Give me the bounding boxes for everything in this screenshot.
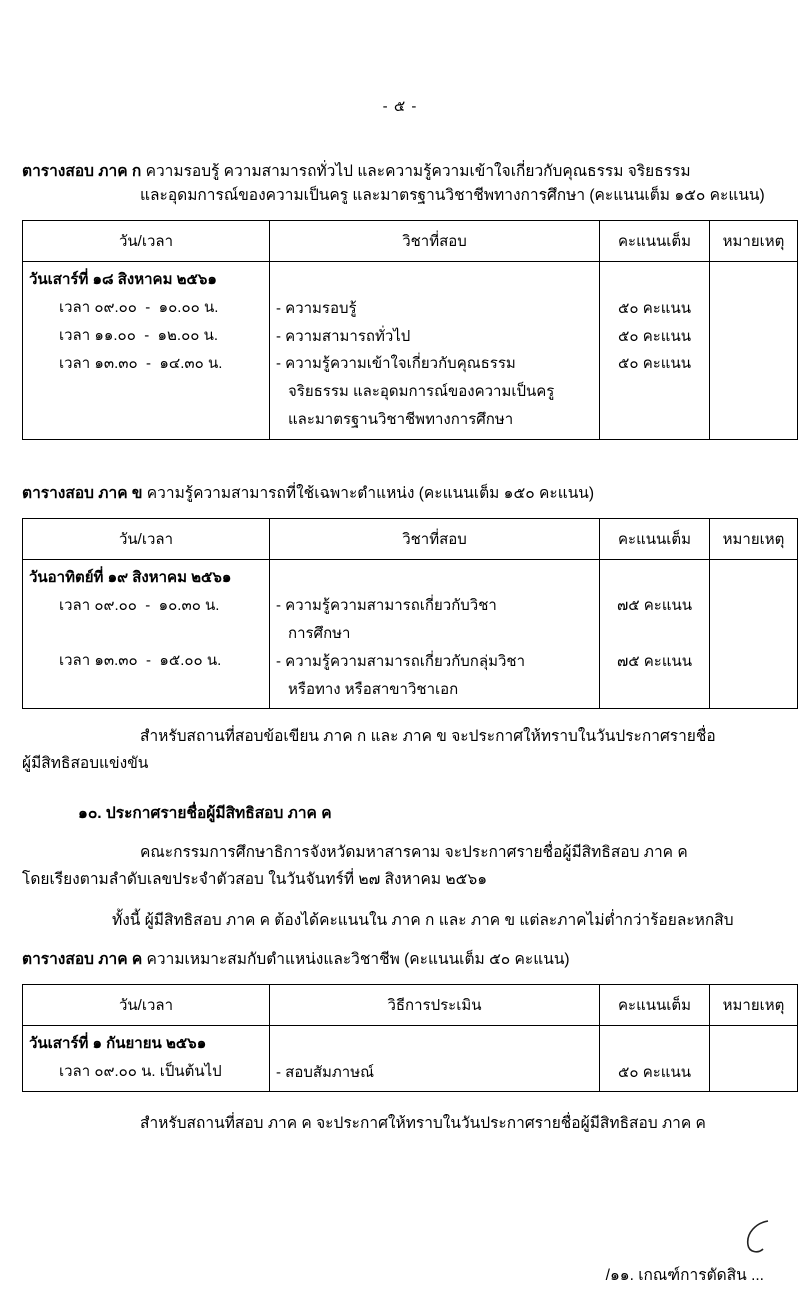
exam-time-3: เวลา ๑๓.๓๐ - ๑๔.๓๐ น. (59, 354, 223, 372)
cell-remark (710, 1025, 798, 1092)
section-c-heading-bold: ตารางสอบ ภาค ค (22, 950, 143, 968)
table-row (23, 1025, 798, 1092)
exam-table-part-b (22, 518, 798, 710)
score-spacer-2 (606, 620, 703, 648)
cell-scores (600, 1025, 710, 1092)
item-10-paragraph-1 (22, 839, 778, 866)
exam-method: - สอบสัมภาษณ์ (276, 1063, 375, 1081)
page-number: - ๕ - (382, 98, 418, 115)
column-header-daytime: วัน/เวลา (23, 221, 270, 262)
cell-subjects (270, 262, 600, 440)
paragraph-after-part-b-line1: สำหรับสถานที่สอบข้อเขียน ภาค ก และ ภาค ข จะประกาศให้ทราบในวันประกาศรายชื่อ (140, 728, 716, 746)
exam-score-1: ๕๐ คะแนน (618, 299, 691, 317)
item-10-paragraph-1-cont-wrap (22, 866, 778, 893)
item-10-paragraph-2-text: ทั้งนี้ ผู้มีสิทธิสอบ ภาค ค ต้องได้คะแนนใน ภาค ก และ ภาค ข แต่ละภาคไม่ต่ำกว่าร้อยละหกสิบ (112, 911, 734, 929)
table-header-row (23, 221, 798, 262)
exam-table-part-c (22, 984, 798, 1093)
column-header-remark: หมายเหตุ (710, 221, 798, 262)
time-spacer (29, 619, 263, 647)
exam-time-1: เวลา ๐๙.๐๐ - ๑๐.๓๐ น. (59, 596, 220, 614)
exam-date: วันอาทิตย์ที่ ๑๙ สิงหาคม ๒๕๖๑ (29, 568, 232, 586)
cell-remark (710, 262, 798, 440)
exam-score-2: ๗๕ คะแนน (616, 652, 693, 670)
exam-subject-1: - ความรู้ความสามารถเกี่ยวกับวิชา (276, 597, 497, 615)
exam-subject-1: - ความรอบรู้ (276, 299, 357, 317)
column-header-daytime: วัน/เวลา (23, 984, 270, 1025)
column-header-daytime: วัน/เวลา (23, 518, 270, 559)
continuation-marker: /๑๑. เกณฑ์การตัดสิน ... (605, 1267, 764, 1284)
cell-daytime (23, 262, 270, 440)
cell-daytime (23, 559, 270, 709)
column-header-fullscore: คะแนนเต็ม (600, 221, 710, 262)
table-header-row (23, 518, 798, 559)
score-spacer (606, 565, 703, 593)
column-header-method: วิธีการประเมิน (270, 984, 600, 1025)
column-header-subject: วิชาที่สอบ (270, 221, 600, 262)
column-header-fullscore: คะแนนเต็ม (600, 984, 710, 1025)
item-10-paragraph-2 (22, 907, 778, 934)
exam-subject-3: - ความรู้ความเข้าใจเกี่ยวกับคุณธรรม (276, 355, 516, 373)
column-header-fullscore: คะแนนเต็ม (600, 518, 710, 559)
cell-daytime (23, 1025, 270, 1092)
cell-subjects (270, 559, 600, 709)
subject-spacer (276, 267, 593, 295)
section-c-heading-rest: ความเหมาะสมกับตำแหน่งและวิชาชีพ (คะแนนเต็ม ๕๐ คะแนน) (142, 950, 570, 968)
exam-score-3: ๕๐ คะแนน (618, 355, 691, 373)
section-c-heading (22, 948, 778, 972)
exam-time-1: เวลา ๐๙.๐๐ - ๑๐.๐๐ น. (59, 299, 219, 317)
exam-subject-3-cont-2: และมาตรฐานวิชาชีพทางการศึกษา (288, 410, 514, 428)
exam-time-1: เวลา ๐๙.๐๐ น. เป็นต้นไป (59, 1062, 222, 1080)
section-b-heading-bold: ตารางสอบ ภาค ข (22, 484, 143, 502)
item-10-paragraph-1-line2: โดยเรียงตามลำดับเลขประจำตัวสอบ ในวันจันทร์ที่ ๒๗ สิงหาคม ๒๕๖๑ (22, 870, 488, 888)
cell-scores (600, 262, 710, 440)
exam-time-2: เวลา ๑๓.๓๐ - ๑๕.๐๐ น. (59, 652, 222, 670)
exam-time-2: เวลา ๑๑.๐๐ - ๑๒.๐๐ น. (59, 326, 218, 344)
score-spacer (606, 267, 703, 295)
section-a-heading-bold: ตารางสอบ ภาค ก (22, 163, 142, 180)
table-header-row (23, 984, 798, 1025)
paragraph-after-part-b-line2: ผู้มีสิทธิสอบแข่งขัน (22, 755, 149, 773)
method-spacer (276, 1031, 593, 1059)
subject-spacer (276, 565, 593, 593)
exam-subject-1-cont: การศึกษา (288, 625, 351, 643)
exam-date: วันเสาร์ที่ ๑ กันยายน ๒๕๖๑ (29, 1034, 207, 1052)
paragraph-after-part-b-line2-wrap (22, 750, 778, 777)
cell-method (270, 1025, 600, 1092)
score-spacer (606, 1031, 703, 1059)
exam-score-1: ๗๕ คะแนน (616, 597, 693, 615)
exam-subject-3-cont-1: จริยธรรม และอุดมการณ์ของความเป็นครู (288, 383, 555, 401)
exam-date: วันเสาร์ที่ ๑๘ สิงหาคม ๒๕๖๑ (29, 271, 217, 289)
section-a-heading-rest: ความรอบรู้ ความสามารถทั่วไป และความรู้ความเข้าใจเกี่ยวกับคุณธรรม จริยธรรม (141, 163, 691, 180)
section-b-heading (22, 482, 778, 506)
cell-remark (710, 559, 798, 709)
exam-subject-2: - ความรู้ความสามารถเกี่ยวกับกลุ่มวิชา (276, 652, 525, 670)
item-10-heading: ๑๐. ประกาศรายชื่อผู้มีสิทธิสอบ ภาค ค (78, 804, 332, 822)
exam-subject-2-cont: หรือทาง หรือสาขาวิชาเอก (288, 680, 459, 698)
column-header-subject: วิชาที่สอบ (270, 518, 600, 559)
section-a-heading-line2: และอุดมการณ์ของความเป็นครู และมาตรฐานวิชาชีพทางการศึกษา (คะแนนเต็ม ๑๕๐ คะแนน) (140, 187, 765, 205)
paragraph-after-part-b (22, 723, 778, 750)
table-row (23, 262, 798, 440)
exam-score-2: ๕๐ คะแนน (618, 327, 691, 345)
column-header-remark: หมายเหตุ (710, 984, 798, 1025)
exam-table-part-a (22, 220, 798, 440)
section-b-heading-rest: ความรู้ความสามารถที่ใช้เฉพาะตำแหน่ง (คะแนนเต็ม ๑๕๐ คะแนน) (142, 484, 595, 502)
section-a-heading (22, 160, 778, 208)
footer-note: สำหรับสถานที่สอบ ภาค ค จะประกาศให้ทราบในวันประกาศรายชื่อผู้มีสิทธิสอบ ภาค ค (140, 1115, 706, 1133)
item-10-paragraph-1-line1: คณะกรรมการศึกษาธิการจังหวัดมหาสารคาม จะประกาศรายชื่อผู้มีสิทธิสอบ ภาค ค (140, 843, 688, 861)
exam-score-1: ๕๐ คะแนน (618, 1063, 691, 1081)
table-row (23, 559, 798, 709)
handwritten-mark-icon (736, 1215, 776, 1255)
exam-subject-2: - ความสามารถทั่วไป (276, 327, 411, 345)
column-header-remark: หมายเหตุ (710, 518, 798, 559)
cell-scores (600, 559, 710, 709)
